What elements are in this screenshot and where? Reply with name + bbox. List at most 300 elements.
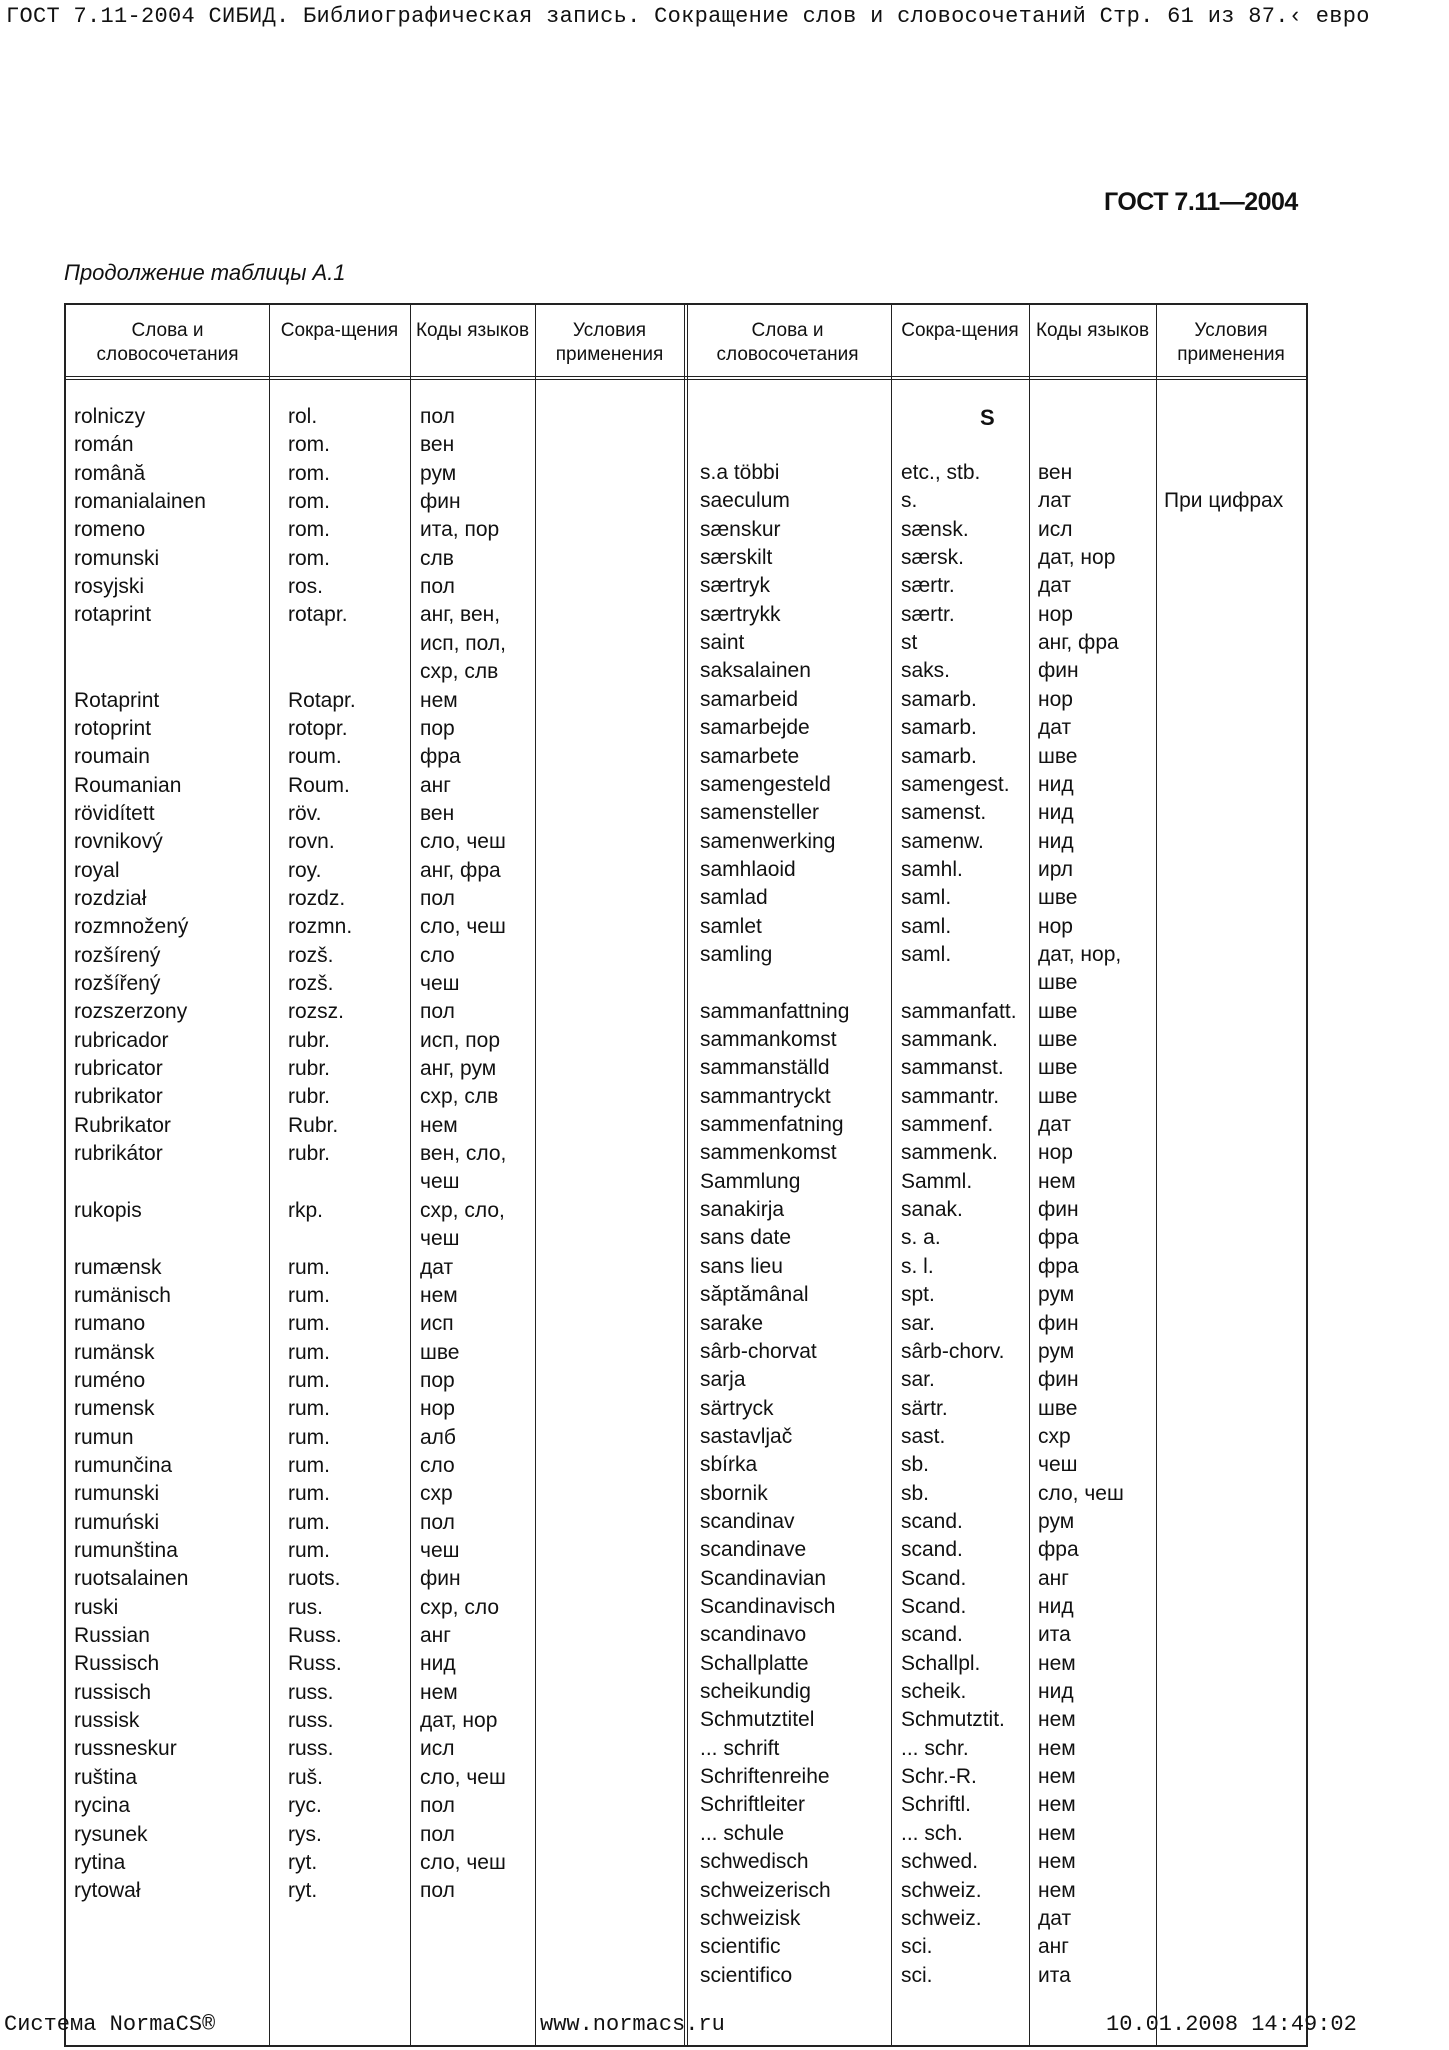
left-word: rubrikátor xyxy=(74,1142,163,1166)
right-language-codes: анг xyxy=(1038,1566,1069,1590)
right-language-codes: рум xyxy=(1038,1509,1075,1533)
column-divider xyxy=(684,305,688,2045)
right-word: schweizisk xyxy=(700,1906,801,1930)
right-word: særskilt xyxy=(700,546,773,570)
left-language-codes: пор xyxy=(420,716,455,740)
left-word: rumänsk xyxy=(74,1340,155,1364)
left-word: rotoprint xyxy=(74,716,152,740)
right-abbreviation: samarb. xyxy=(901,744,977,768)
col-header-abbr-right: Сокра-щения xyxy=(901,320,1019,341)
left-word: russisch xyxy=(74,1680,152,1704)
left-language-codes: чеш xyxy=(420,972,460,995)
left-word: ruski xyxy=(74,1595,119,1619)
left-word: romeno xyxy=(74,518,146,542)
left-abbreviation: ryt. xyxy=(288,1879,318,1903)
right-language-codes: анг, фра xyxy=(1038,631,1119,655)
right-abbreviation: sar. xyxy=(901,1311,935,1335)
left-abbreviation: rozmn. xyxy=(288,915,353,939)
right-word: schwedisch xyxy=(700,1850,809,1874)
right-language-codes: сло, чеш xyxy=(1038,1481,1124,1505)
right-language-codes: фра xyxy=(1038,1226,1079,1250)
col-header-words-right: Слова и словосочетания xyxy=(716,320,859,365)
left-abbreviation: rum. xyxy=(288,1255,330,1279)
right-word: scandinav xyxy=(700,1509,795,1533)
left-language-codes: сло xyxy=(420,1453,455,1477)
right-word: scandinave xyxy=(700,1538,807,1562)
left-word: română xyxy=(74,461,146,485)
left-abbreviation: russ. xyxy=(288,1737,334,1761)
left-word: rumunski xyxy=(74,1482,160,1506)
left-word: rozmnožený xyxy=(74,915,189,939)
left-abbreviation: rotapr. xyxy=(288,603,348,627)
right-abbreviation: sammantr. xyxy=(901,1084,1000,1108)
left-language-codes: анг, фра xyxy=(420,858,501,882)
right-language-codes: анг xyxy=(1038,1935,1069,1959)
section-letter-s: S xyxy=(980,405,995,430)
right-abbreviation: sanak. xyxy=(901,1198,963,1222)
left-language-codes: чеш xyxy=(420,1227,460,1251)
right-abbreviation: scand. xyxy=(901,1509,963,1533)
right-language-codes: шве xyxy=(1038,971,1078,995)
left-word: rozszerzony xyxy=(74,1000,188,1024)
left-language-codes: нем xyxy=(420,688,458,712)
right-language-codes: шве xyxy=(1038,1396,1078,1420)
left-word: romunski xyxy=(74,546,160,570)
right-language-codes: дат, нор, xyxy=(1038,942,1122,966)
left-language-codes: фра xyxy=(420,745,461,769)
right-language-codes: дат xyxy=(1038,574,1072,598)
right-word: săptămânal xyxy=(700,1283,809,1307)
right-word: scientifico xyxy=(700,1963,793,1987)
right-language-codes: нем xyxy=(1038,1821,1076,1845)
left-language-codes: пол xyxy=(420,405,455,428)
left-abbreviation: rom. xyxy=(288,518,330,542)
left-language-codes: слв xyxy=(420,546,454,570)
right-word: sarake xyxy=(700,1311,764,1335)
right-word: ... schrift xyxy=(700,1736,780,1760)
left-language-codes: сло xyxy=(420,943,455,967)
right-word: scheikundig xyxy=(700,1680,811,1704)
right-language-codes: вен xyxy=(1038,461,1073,484)
right-language-codes: шве xyxy=(1038,1028,1078,1051)
right-abbreviation: sci. xyxy=(901,1963,933,1987)
left-word: rumunčina xyxy=(74,1453,173,1477)
right-word: sbírka xyxy=(700,1453,758,1477)
left-word: rumun xyxy=(74,1425,134,1449)
left-language-codes: исп xyxy=(420,1312,454,1336)
left-language-codes: алб xyxy=(420,1425,456,1449)
left-abbreviation: rom. xyxy=(288,433,330,457)
right-word: scandinavo xyxy=(700,1623,807,1647)
left-abbreviation: roum. xyxy=(288,745,342,769)
right-word: Scandinavisch xyxy=(700,1595,836,1618)
left-language-codes: пор xyxy=(420,1368,455,1392)
right-abbreviation: Scand. xyxy=(901,1595,967,1618)
right-abbreviation: særtr. xyxy=(901,574,955,598)
left-abbreviation: rol. xyxy=(288,405,318,428)
right-abbreviation: scand. xyxy=(901,1538,963,1562)
right-language-codes: дат, нор xyxy=(1038,546,1116,570)
left-language-codes: сло, чеш xyxy=(420,1765,506,1789)
right-language-codes: фин xyxy=(1038,1311,1079,1335)
right-language-codes: фра xyxy=(1038,1538,1079,1562)
right-language-codes: лат xyxy=(1038,489,1072,513)
left-language-codes: ита, пор xyxy=(420,518,500,542)
right-language-codes: чеш xyxy=(1038,1453,1078,1477)
left-word: rumänisch xyxy=(74,1283,171,1307)
left-word: rumunština xyxy=(74,1539,178,1562)
right-word: sbornik xyxy=(700,1481,768,1505)
left-word: russisk xyxy=(74,1709,140,1733)
right-language-codes: нид xyxy=(1038,772,1074,796)
right-language-codes: дат xyxy=(1038,716,1072,740)
left-abbreviation: rum. xyxy=(288,1368,330,1392)
right-language-codes: нем xyxy=(1038,1793,1076,1817)
right-word: særtryk xyxy=(700,574,770,598)
right-word: sans date xyxy=(700,1226,792,1250)
left-word: rubrikator xyxy=(74,1085,163,1109)
right-abbreviation: samhl. xyxy=(901,857,963,881)
right-language-codes: нем xyxy=(1038,1708,1076,1732)
left-word: rytina xyxy=(74,1850,126,1874)
left-word: royal xyxy=(74,858,120,882)
right-abbreviation: sb. xyxy=(901,1453,930,1477)
left-language-codes: пол xyxy=(420,1794,455,1818)
right-word: sammanställd xyxy=(700,1056,830,1080)
right-abbreviation: schweiz. xyxy=(901,1906,982,1930)
left-abbreviation: rum. xyxy=(288,1453,330,1477)
left-language-codes: исп, пор xyxy=(420,1028,501,1052)
right-abbreviation: sænsk. xyxy=(901,517,969,541)
right-abbreviation: Schmutztit. xyxy=(901,1708,1005,1732)
left-word: Rotaprint xyxy=(74,688,160,712)
column-divider xyxy=(410,305,411,2045)
right-abbreviation: sammenf. xyxy=(901,1113,994,1137)
left-abbreviation: rubr. xyxy=(288,1085,331,1109)
right-word: sammenfatning xyxy=(700,1113,844,1137)
right-word: schweizerisch xyxy=(700,1878,831,1902)
right-word: samarbeid xyxy=(700,687,799,711)
right-abbreviation: samarb. xyxy=(901,716,977,740)
left-word: rosyjski xyxy=(74,575,145,599)
right-abbreviation: s. a. xyxy=(901,1226,941,1250)
left-language-codes: исп, пол, xyxy=(420,631,506,655)
left-word: Roumanian xyxy=(74,773,182,797)
left-abbreviation: ryt. xyxy=(288,1850,318,1874)
document-title: ГОСТ 7.11—2004 xyxy=(1104,188,1298,216)
left-language-codes: анг xyxy=(420,773,451,797)
left-language-codes: сло, чеш xyxy=(420,830,506,854)
right-language-codes: нор xyxy=(1038,687,1073,711)
left-language-codes: чеш xyxy=(420,1170,460,1194)
right-abbreviation: s. l. xyxy=(901,1254,934,1278)
right-abbreviation: samengest. xyxy=(901,772,1010,796)
right-language-codes: дат xyxy=(1038,1113,1072,1137)
right-abbreviation: sammanst. xyxy=(901,1056,1004,1080)
right-language-codes: фра xyxy=(1038,1254,1079,1278)
left-word: rumuński xyxy=(74,1510,160,1534)
left-abbreviation: rom. xyxy=(288,490,330,514)
left-language-codes: нор xyxy=(420,1397,455,1421)
right-abbreviation: scheik. xyxy=(901,1680,967,1704)
right-language-codes: шве xyxy=(1038,1056,1078,1080)
left-word: rubricator xyxy=(74,1057,163,1081)
left-word: rozdział xyxy=(74,886,147,910)
right-word: sanakirja xyxy=(700,1198,785,1222)
left-word: rumænsk xyxy=(74,1255,162,1279)
left-word: Russian xyxy=(74,1624,150,1648)
left-abbreviation: rom. xyxy=(288,461,330,485)
left-abbreviation: rotopr. xyxy=(288,716,348,740)
right-language-codes: схр xyxy=(1038,1424,1071,1448)
col-header-abbr-left: Сокра-щения xyxy=(280,320,399,341)
left-language-codes: исл xyxy=(420,1737,455,1761)
right-abbreviation: särtr. xyxy=(901,1396,948,1420)
left-word: Russisch xyxy=(74,1652,160,1676)
left-language-codes: анг xyxy=(420,1624,451,1648)
right-abbreviation: særtr. xyxy=(901,602,955,626)
header-divider xyxy=(66,376,1306,380)
left-language-codes: схр, слв xyxy=(420,1085,499,1109)
right-abbreviation: saml. xyxy=(901,914,952,938)
left-abbreviation: rum. xyxy=(288,1425,330,1449)
right-language-codes: шве xyxy=(1038,886,1078,910)
left-language-codes: анг, рум xyxy=(420,1057,497,1081)
left-word: rycina xyxy=(74,1794,131,1818)
right-language-codes: нор xyxy=(1038,602,1073,626)
left-word: roumain xyxy=(74,745,150,769)
right-abbreviation: Schr.-R. xyxy=(901,1765,977,1789)
right-language-codes: фин xyxy=(1038,1198,1079,1222)
left-abbreviation: rum. xyxy=(288,1510,330,1534)
left-language-codes: нем xyxy=(420,1113,458,1137)
right-word: saint xyxy=(700,631,745,655)
left-abbreviation: rubr. xyxy=(288,1028,331,1052)
left-abbreviation: rozš. xyxy=(288,943,334,967)
footer-timestamp: 10.01.2008 14:49:02 xyxy=(1106,2012,1357,2037)
col-header-cond-left: Условия применения xyxy=(555,320,664,365)
footer-website: www.normacs.ru xyxy=(540,2012,725,2037)
right-word: samling xyxy=(700,942,773,966)
right-abbreviation: etc., stb. xyxy=(901,461,981,484)
right-abbreviation: spt. xyxy=(901,1283,935,1307)
left-language-codes: анг, вен, xyxy=(420,603,501,627)
left-abbreviation: röv. xyxy=(288,801,322,825)
abbreviation-table xyxy=(64,303,1308,2047)
left-language-codes: пол xyxy=(420,886,455,910)
left-word: russneskur xyxy=(74,1737,177,1761)
right-language-codes: нор xyxy=(1038,914,1073,938)
right-language-codes: нем xyxy=(1038,1878,1076,1902)
left-abbreviation: Russ. xyxy=(288,1624,342,1648)
left-word: romanialainen xyxy=(74,490,206,514)
right-word: saksalainen xyxy=(700,659,811,683)
right-language-codes: ита xyxy=(1038,1963,1071,1987)
left-abbreviation: russ. xyxy=(288,1709,334,1733)
right-word: Schriftleiter xyxy=(700,1793,806,1817)
right-condition: При цифрах xyxy=(1164,489,1284,513)
left-word: rytował xyxy=(74,1879,141,1903)
left-word: rozšířený xyxy=(74,972,161,995)
left-abbreviation: rkp. xyxy=(288,1198,324,1222)
left-language-codes: чеш xyxy=(420,1539,460,1562)
right-word: samlet xyxy=(700,914,762,938)
left-language-codes: схр, слв xyxy=(420,660,499,684)
right-word: sârb-chorvat xyxy=(700,1339,817,1363)
right-language-codes: нем xyxy=(1038,1765,1076,1789)
left-word: rumensk xyxy=(74,1397,155,1421)
left-word: ruméno xyxy=(74,1368,146,1392)
left-abbreviation: rum. xyxy=(288,1312,330,1336)
right-language-codes: ита xyxy=(1038,1623,1071,1647)
left-language-codes: рум xyxy=(420,461,457,485)
left-language-codes: вен xyxy=(420,801,455,825)
column-divider xyxy=(891,305,892,2045)
right-language-codes: рум xyxy=(1038,1283,1075,1307)
right-language-codes: нид xyxy=(1038,801,1074,825)
left-abbreviation: ros. xyxy=(288,575,324,599)
right-language-codes: дат xyxy=(1038,1906,1072,1930)
right-word: samarbete xyxy=(700,744,800,768)
right-abbreviation: saml. xyxy=(901,942,952,966)
right-word: Schmutztitel xyxy=(700,1708,815,1732)
left-language-codes: пол xyxy=(420,575,455,599)
left-abbreviation: rum. xyxy=(288,1283,330,1307)
right-language-codes: шве xyxy=(1038,1084,1078,1108)
right-abbreviation: saml. xyxy=(901,886,952,910)
left-abbreviation: Roum. xyxy=(288,773,350,797)
left-abbreviation: rum. xyxy=(288,1539,330,1562)
right-language-codes: нем xyxy=(1038,1850,1076,1874)
right-word: s.a többi xyxy=(700,461,780,484)
left-word: rukopis xyxy=(74,1198,142,1222)
right-abbreviation: ... sch. xyxy=(901,1821,963,1845)
right-abbreviation: Scand. xyxy=(901,1566,967,1590)
left-language-codes: фин xyxy=(420,490,461,514)
left-language-codes: пол xyxy=(420,1510,455,1534)
right-abbreviation: sammank. xyxy=(901,1028,998,1051)
right-language-codes: нем xyxy=(1038,1169,1076,1193)
right-language-codes: исл xyxy=(1038,517,1073,541)
column-divider xyxy=(1029,305,1030,2045)
right-word: sastavljač xyxy=(700,1424,793,1448)
right-word: samarbejde xyxy=(700,716,810,740)
left-language-codes: схр, сло xyxy=(420,1595,500,1619)
left-abbreviation: ruš. xyxy=(288,1765,324,1789)
footer-system: Система NormaCS® xyxy=(4,2012,216,2037)
left-word: rolniczy xyxy=(74,405,146,428)
left-abbreviation: rom. xyxy=(288,546,330,570)
left-language-codes: нем xyxy=(420,1283,458,1307)
left-language-codes: пол xyxy=(420,1879,455,1903)
left-abbreviation: roy. xyxy=(288,858,322,882)
left-language-codes: сло, чеш xyxy=(420,1850,506,1874)
left-language-codes: схр xyxy=(420,1482,453,1506)
left-abbreviation: Rotapr. xyxy=(288,688,356,712)
left-word: rotaprint xyxy=(74,603,152,627)
right-abbreviation: Schallpl. xyxy=(901,1651,981,1675)
left-language-codes: шве xyxy=(420,1340,460,1364)
left-abbreviation: rum. xyxy=(288,1397,330,1421)
column-divider xyxy=(269,305,270,2045)
right-abbreviation: st xyxy=(901,631,918,655)
left-word: rovnikový xyxy=(74,830,163,854)
right-abbreviation: scand. xyxy=(901,1623,963,1647)
right-word: Schallplatte xyxy=(700,1651,809,1675)
right-word: sammantryckt xyxy=(700,1084,831,1108)
left-abbreviation: rubr. xyxy=(288,1057,331,1081)
left-word: román xyxy=(74,433,134,457)
right-abbreviation: sammanfatt. xyxy=(901,999,1017,1023)
right-language-codes: нем xyxy=(1038,1651,1076,1675)
right-word: sarja xyxy=(700,1368,746,1392)
col-header-words-left: Слова и словосочетания xyxy=(96,320,239,365)
left-language-codes: пол xyxy=(420,1822,455,1846)
right-word: sans lieu xyxy=(700,1254,783,1278)
right-language-codes: ирл xyxy=(1038,857,1073,881)
left-language-codes: дат, нор xyxy=(420,1709,498,1733)
column-divider xyxy=(535,305,536,2045)
left-abbreviation: ryc. xyxy=(288,1794,322,1818)
right-abbreviation: sast. xyxy=(901,1424,946,1448)
col-header-codes-right: Коды языков xyxy=(1035,320,1150,341)
right-word: samhlaoid xyxy=(700,857,796,881)
left-word: rozšírený xyxy=(74,943,161,967)
left-language-codes: вен, сло, xyxy=(420,1142,507,1166)
col-header-cond-right: Условия применения xyxy=(1177,320,1285,365)
right-word: samenwerking xyxy=(700,829,836,853)
left-abbreviation: rubr. xyxy=(288,1142,331,1166)
right-abbreviation: saks. xyxy=(901,659,951,683)
right-abbreviation: s. xyxy=(901,489,918,513)
left-language-codes: нем xyxy=(420,1680,458,1704)
left-abbreviation: rozsz. xyxy=(288,1000,345,1024)
right-abbreviation: schwed. xyxy=(901,1850,979,1874)
left-word: Rubrikator xyxy=(74,1113,171,1137)
left-abbreviation: russ. xyxy=(288,1680,334,1704)
left-language-codes: нид xyxy=(420,1652,456,1676)
left-language-codes: фин xyxy=(420,1567,461,1591)
left-abbreviation: rovn. xyxy=(288,830,335,854)
left-abbreviation: Rubr. xyxy=(288,1113,339,1137)
left-abbreviation: Russ. xyxy=(288,1652,342,1676)
left-word: ruština xyxy=(74,1765,138,1789)
left-abbreviation: ruots. xyxy=(288,1567,341,1591)
right-abbreviation: Schriftl. xyxy=(901,1793,972,1817)
left-abbreviation: rum. xyxy=(288,1340,330,1364)
right-abbreviation: sb. xyxy=(901,1481,930,1505)
right-abbreviation: schweiz. xyxy=(901,1878,982,1902)
right-word: samensteller xyxy=(700,801,820,825)
col-header-codes-left: Коды языков xyxy=(415,320,530,341)
right-word: ... schule xyxy=(700,1821,785,1845)
right-abbreviation: samenst. xyxy=(901,801,987,825)
left-abbreviation: rozdz. xyxy=(288,886,346,910)
left-language-codes: схр, сло, xyxy=(420,1198,505,1222)
right-abbreviation: ... schr. xyxy=(901,1736,969,1760)
right-abbreviation: samenw. xyxy=(901,829,984,853)
right-language-codes: нем xyxy=(1038,1736,1076,1760)
right-abbreviation: samarb. xyxy=(901,687,977,711)
left-word: rubricador xyxy=(74,1028,169,1052)
right-abbreviation: særsk. xyxy=(901,546,964,570)
right-word: særtrykk xyxy=(700,602,781,626)
right-word: scientific xyxy=(700,1935,781,1959)
right-language-codes: нид xyxy=(1038,1680,1074,1704)
left-word: rövidített xyxy=(74,801,155,825)
document-header-line: ГОСТ 7.11-2004 СИБИД. Библиографическая запись. Сокращение слов и словосочетаний Стр. 61 из 87.‹ евро xyxy=(6,4,1370,29)
left-word: rysunek xyxy=(74,1822,148,1846)
